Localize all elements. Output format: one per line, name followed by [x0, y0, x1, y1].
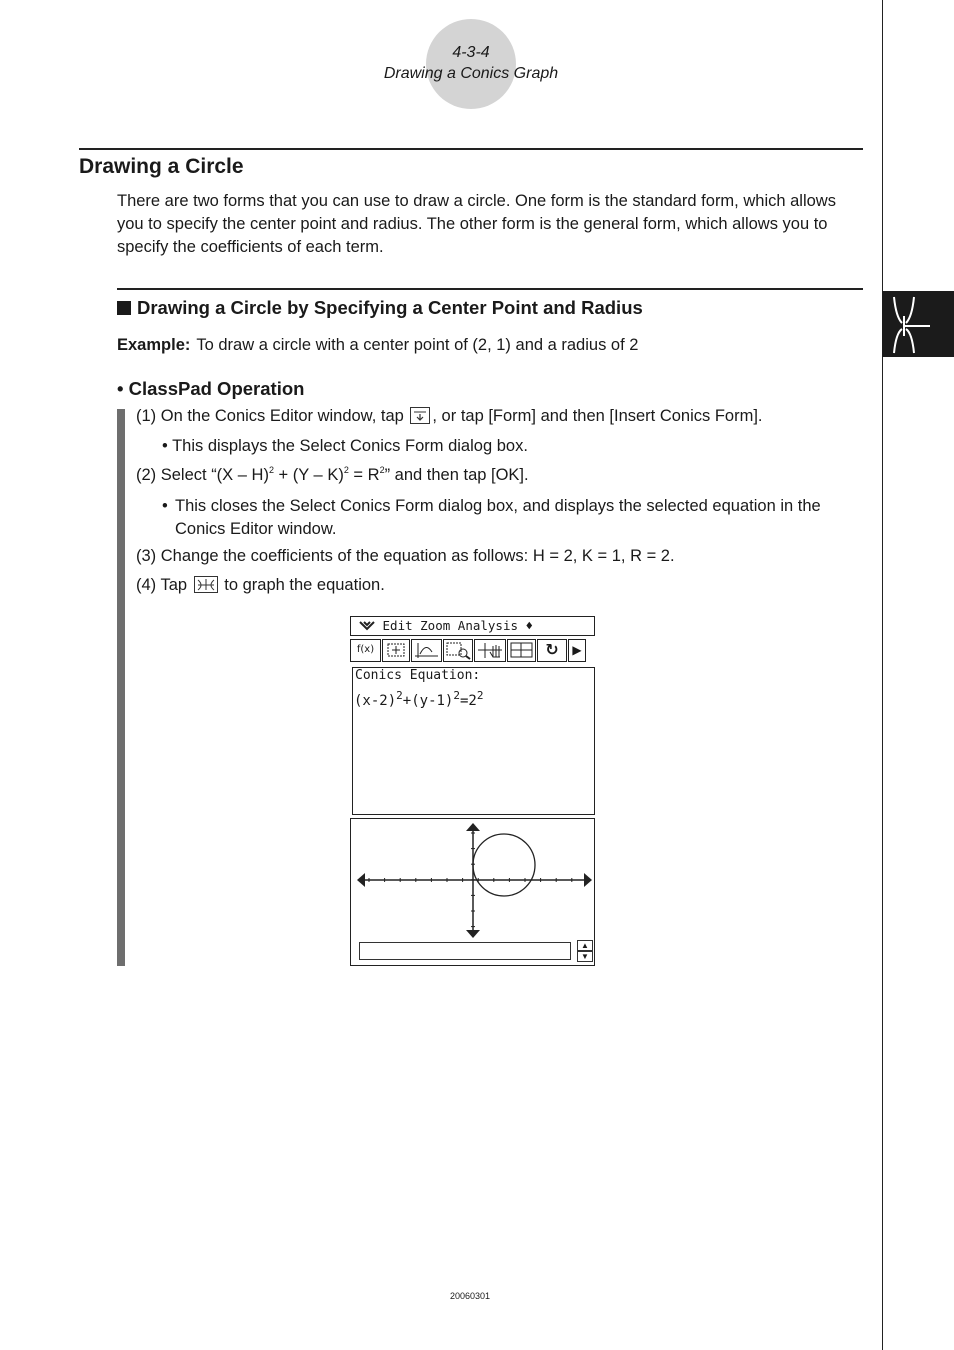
- intro-paragraph: There are two forms that you can use to draw a circle. One form is the standard form, which allows you to specify the center point and radius. The other form is the general form, which allows you to specify the coefficients of each term.: [117, 192, 836, 256]
- page-margin-rule: [882, 0, 883, 1350]
- section-rule: [79, 148, 863, 150]
- graph-window[interactable]: [350, 818, 595, 966]
- circle-graph: [351, 819, 593, 939]
- footer-code: 20060301: [449, 1291, 491, 1301]
- step-2-text-a: (2) Select “(X – H): [136, 466, 269, 484]
- step-4: [136, 576, 385, 595]
- left-arrow-icon: [357, 873, 365, 887]
- step-2: [136, 466, 529, 485]
- up-arrow-icon: [466, 823, 480, 831]
- zoom-box-icon: [383, 640, 409, 660]
- step-1-note-text: This displays the Select Conics Form dialog box.: [172, 437, 528, 455]
- view-window-button[interactable]: [411, 639, 442, 662]
- subsection-rule: [117, 288, 863, 290]
- superscript: 2: [268, 465, 274, 475]
- circle-curve: [473, 834, 535, 896]
- step-3: (3) Change the coefficients of the equation as follows: H = 2, K = 1, R = 2.: [136, 547, 675, 565]
- conics-editor-window[interactable]: [352, 667, 595, 815]
- fx-button[interactable]: f(x): [350, 639, 381, 662]
- magnifier-icon: [444, 640, 472, 660]
- conics-equation[interactable]: [354, 689, 484, 709]
- superscript: 2: [343, 465, 349, 475]
- conics-chapter-icon: [882, 291, 954, 357]
- insert-form-icon: [410, 407, 430, 424]
- eq-sup: 2: [396, 689, 403, 702]
- step-1-note: [162, 437, 528, 456]
- operation-heading: [117, 378, 304, 400]
- graph-editor-button[interactable]: [507, 639, 536, 662]
- example-line: [117, 336, 638, 355]
- down-arrow-icon: [466, 930, 480, 938]
- bullet: •: [162, 497, 168, 515]
- scroll-down-button[interactable]: ▼: [577, 951, 593, 962]
- conics-equation-label: Conics Equation:: [355, 668, 481, 683]
- subsection-title: Drawing a Circle by Specifying a Center Point and Radius: [137, 297, 643, 318]
- classpad-screen: [350, 616, 595, 966]
- table-grid-icon: [508, 640, 535, 660]
- calc-menu-items[interactable]: Edit Zoom Analysis: [382, 618, 518, 633]
- superscript: 2: [379, 465, 385, 475]
- calc-input-line[interactable]: [359, 942, 571, 960]
- calc-toolbar: [350, 639, 595, 662]
- step-2-text-d: ” and then tap [OK].: [384, 466, 529, 484]
- graph-draw-icon: [194, 576, 218, 593]
- right-arrow-icon: [584, 873, 592, 887]
- scroll-up-button[interactable]: ▲: [577, 940, 593, 951]
- step-4-text-b: to graph the equation.: [224, 576, 385, 594]
- eq-part: (x-2): [354, 693, 397, 709]
- down-chevron-icon[interactable]: [359, 620, 375, 631]
- example-text: To draw a circle with a center point of (2, 1) and a radius of 2: [196, 336, 639, 354]
- step-1: [136, 407, 763, 426]
- page-number: 4-3-4: [452, 44, 490, 61]
- step-2-text-b: + (Y – K): [273, 466, 344, 484]
- step-4-text-a: (4) Tap: [136, 576, 188, 594]
- step-1-text-a: (1) On the Conics Editor window, tap: [136, 407, 404, 425]
- redraw-button[interactable]: ↻: [537, 639, 567, 662]
- subsection-heading: [117, 297, 643, 319]
- bullet: •: [162, 437, 168, 455]
- example-label: Example:: [117, 336, 191, 354]
- eq-sup: 2: [453, 689, 460, 702]
- toolbar-next-button[interactable]: ▶: [568, 639, 586, 662]
- view-window-icon: [412, 640, 441, 660]
- chapter-tab: [882, 291, 954, 357]
- step-1-text-b: , or tap [Form] and then [Insert Conics Form].: [432, 407, 763, 425]
- eq-part: =2: [459, 693, 477, 709]
- operation-side-bar: [117, 409, 125, 966]
- hand-icon: [475, 640, 505, 660]
- bullet: •: [117, 378, 124, 399]
- operation-heading-text: ClassPad Operation: [128, 378, 305, 399]
- pan-button[interactable]: [474, 639, 506, 662]
- square-bullet-icon: [117, 301, 131, 315]
- eq-sup: 2: [476, 689, 484, 702]
- menu-arrow-icon[interactable]: ♦: [525, 618, 534, 633]
- step-2-note-text: This closes the Select Conics Form dialog box, and displays the selected equation in the Conics Editor window.: [175, 497, 821, 538]
- page-header-title: Drawing a Conics Graph: [383, 65, 559, 82]
- zoom-in-button[interactable]: [443, 639, 473, 662]
- eq-part: +(y-1): [402, 693, 454, 709]
- calc-menu-bar: [350, 616, 595, 636]
- step-2-note: [162, 495, 862, 541]
- zoom-box-button[interactable]: [382, 639, 410, 662]
- header-circle-decoration: [426, 19, 516, 109]
- section-title: Drawing a Circle: [79, 155, 244, 178]
- step-2-text-c: = R: [348, 466, 380, 484]
